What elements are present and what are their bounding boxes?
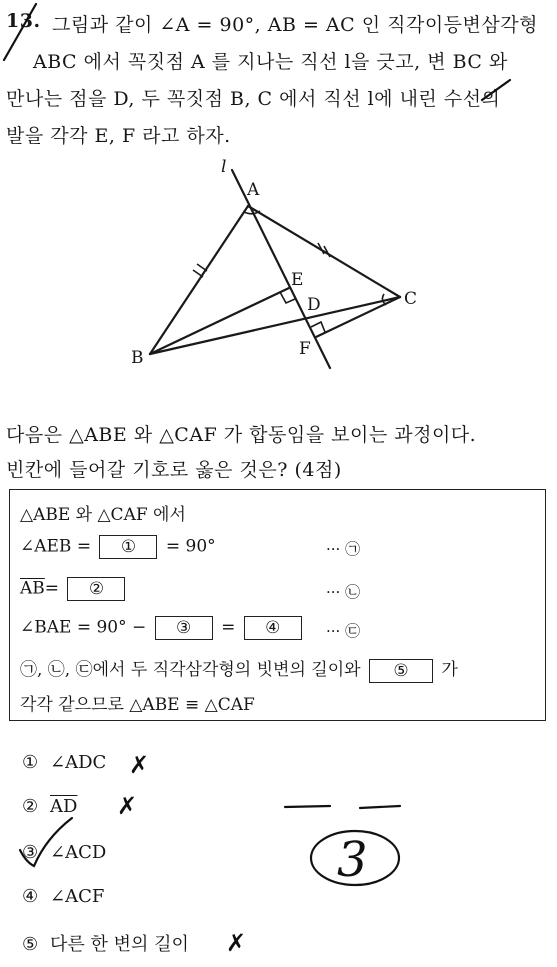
segment-bc [150,297,400,354]
blank-5: ⑤ [369,659,433,683]
label-b: B [131,348,144,368]
triangle-figure [0,0,557,420]
proof-line-1: ∠AEB = ① = 90° [20,536,216,557]
question-line-1: 그림과 같이 ∠A = 90°, AB = AC 인 직각이등변삼각형 [52,14,538,36]
label-c: C [404,289,418,309]
answer-circle [311,831,399,885]
choice-3[interactable]: ③ ∠ACD [22,842,107,863]
prompt-line-2: 빈칸에 들어갈 기호로 옳은 것은? (4점) [6,459,342,481]
x-mark-choice-2: ✗ [117,792,138,820]
choice-4[interactable]: ④ ∠ACF [22,886,105,907]
tag-2: ··· ㉡ [326,583,361,601]
choice-5[interactable]: ⑤ 다른 한 변의 길이 [22,934,189,955]
tick-ab-2 [197,264,207,271]
label-d: D [307,295,321,315]
blank-4: ④ [244,616,302,640]
proof-line-2: $\overline{AB}=$ ② [20,577,128,601]
blank-2: ② [67,577,125,601]
question-line-4: 발을 각각 E, F 라고 하자. [6,125,231,147]
proof-heading: △ABE 와 △CAF 에서 [20,505,186,525]
right-angle-mark-f [311,322,325,332]
proof-line-4: ㉠, ㉡, ㉢에서 두 직각삼각형의 빗변의 길이와 ⑤ 가 [20,660,458,681]
dash-mark-1 [285,806,330,807]
blank-3: ③ [155,616,213,640]
tag-3: ··· ㉢ [326,622,361,640]
question-line-3: 만나는 점을 D, 두 꼭짓점 B, C 에서 직선 l에 내린 수선의 [6,88,501,110]
dash-mark-2 [360,806,400,808]
segment-cf [316,297,400,337]
blank-1: ① [99,535,157,559]
x-mark-choice-1: ✗ [129,751,150,779]
segment-ac [248,206,400,297]
proof-line-3: ∠BAE = 90° − ③ = ④ [20,616,305,640]
prompt-line-1: 다음은 △ABE 와 △CAF 가 합동임을 보이는 과정이다. [6,424,477,446]
question-number: 13. [6,10,41,32]
label-f: F [299,339,311,359]
choice-1[interactable]: ① ∠ADC [22,752,107,773]
label-l: l [221,157,227,177]
label-a: A [247,180,260,200]
proof-box [9,489,546,721]
question-line-2: ABC 에서 꼭짓점 A 를 지나는 직선 l을 긋고, 변 BC 와 [33,51,508,73]
label-e: E [291,270,304,290]
x-mark-choice-5: ✗ [226,929,247,957]
tick-ab-1 [193,270,203,277]
tag-1: ··· ㉠ [326,540,361,558]
answer-handwritten: 3 [337,832,368,888]
proof-line-5: 각각 같으므로 △ABE ≡ △CAF [20,695,255,715]
choice-2[interactable]: ② $\overline{AD}$ [22,796,78,817]
